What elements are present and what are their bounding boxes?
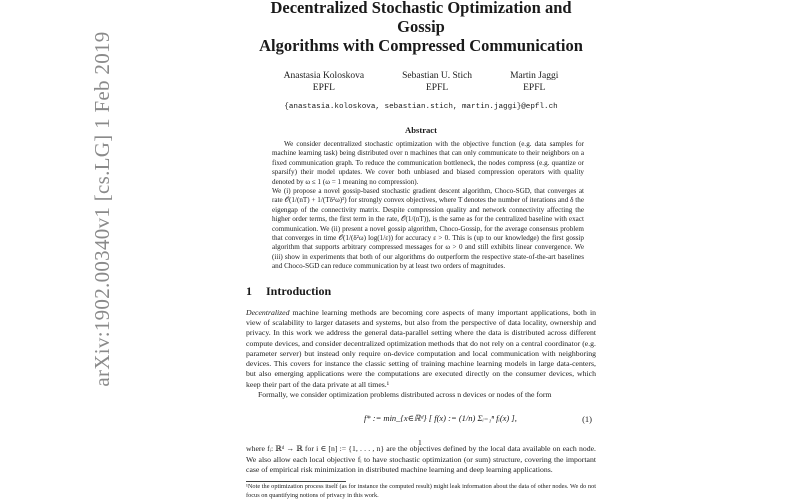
arxiv-watermark: arXiv:1902.00340v1 [cs.LG] 1 Feb 2019 xyxy=(90,31,114,387)
paper-page xyxy=(246,0,596,500)
author-name: Martin Jaggi xyxy=(510,71,559,81)
paper-title xyxy=(246,0,596,55)
equation-number: (1) xyxy=(582,414,592,425)
intro-paragraph: Formally, we consider optimization problems distributed across n devices or nodes of the form xyxy=(258,390,552,400)
page-number: 1 xyxy=(418,438,422,447)
author-name: Anastasia Koloskova xyxy=(283,71,365,81)
emphasis: Decentralized xyxy=(246,307,290,317)
section-title: Introduction xyxy=(266,283,332,298)
author-list xyxy=(246,70,596,94)
title-line-1: Decentralized Stochastic Optimization and Gossip xyxy=(270,0,572,36)
section-heading xyxy=(246,284,596,299)
section-number: 1 xyxy=(246,283,252,298)
equation-formula: f* := min_{x∈ℝᵈ} [ f(x) := (1/n) Σᵢ₌₁ⁿ fᵢ(x) ], xyxy=(364,413,517,424)
intro-paragraph xyxy=(246,308,596,390)
author-affiliation: EPFL xyxy=(312,83,335,93)
abstract-paragraph: We consider decentralized stochastic optimization with the objective function (e.g. data samples for machine learning task) being distributed over n machines that can only communicate to their neighbors on a fixed communication graph. To reduce the communication bottleneck, the nodes compress (e.g. quantize or sparsify) their model updates. We cover both unbiased and biased compression operators with quality denoted by ω ≤ 1 (ω = 1 meaning no compression). xyxy=(272,140,584,186)
author-affiliation: EPFL xyxy=(426,83,449,93)
intro-paragraph: where fᵢ: ℝᵈ → ℝ for i ∈ [n] := {1, . . . , n} are the objectives defined by the local data available on each node. We also allow each local objective fᵢ to have stochastic optimization (or sum) structure, covering the important case of empirical risk minimization in distributed machine learning and deep learning applications. xyxy=(246,444,596,474)
abstract xyxy=(272,140,584,272)
title-line-2: Algorithms with Compressed Communication xyxy=(259,36,583,55)
abstract-heading: Abstract xyxy=(405,125,437,135)
author-emails: {anastasia.koloskova, sebastian.stich, martin.jaggi}@epfl.ch xyxy=(284,103,558,111)
footnote: ¹Note the optimization process itself (as for instance the computed result) might leak information about the data of other nodes. We do not focus on quantifying notions of privacy in this work. xyxy=(246,483,596,499)
abstract-paragraph: We (i) propose a novel gossip-based stochastic gradient descent algorithm, Choco-SGD, that converges at rate 𝒪(1/(nT) + 1/(Tδ²ω)²) for strongly convex objectives, where T denotes the number of iterations and δ the eigengap of the connectivity matrix. Despite compression quality and network connectivity affecting the higher order terms, the first term in the rate, 𝒪(1/(nT)), is the same as for the centralized baseline with exact communication. We (ii) present a novel gossip algorithm, Choco-Gossip, for the average consensus problem that converges in time 𝒪(1/(δ²ω) log(1/ε)) for accuracy ε > 0. This is (up to our knowledge) the first gossip algorithm that supports arbitrary compressed messages for ω > 0 and still exhibits linear convergence. We (iii) show in experiments that both of our algorithms do outperform the respective state-of-the-art baselines and Choco-SGD can reduce communication by at least two orders of magnitudes. xyxy=(272,187,584,271)
author xyxy=(402,70,472,94)
equation-1 xyxy=(246,401,596,441)
intro-body xyxy=(246,308,596,476)
author-affiliation: EPFL xyxy=(523,83,546,93)
author xyxy=(510,70,558,94)
author xyxy=(284,70,364,94)
author-name: Sebastian U. Stich xyxy=(402,71,473,81)
footnote-rule xyxy=(246,481,346,482)
paragraph-text: machine learning methods are becoming core aspects of many important applications, both in view of scalability to larger datasets and systems, but also from the perspective of data locality, ownership and privacy. In this work we address the general data-parallel setting where the data is distributed across different compute devices, and consider decentralized optimization methods that do not rely on a central coordinator (e.g. parameter server) but instead only require on-device computation and local communication with neighboring devices. This covers for instance the classic setting of training machine learning models in large data-centers, but also emerging applications were the computations are executed directly on the consumer devices, which keep their part of the data private at all times.¹ xyxy=(246,307,596,389)
